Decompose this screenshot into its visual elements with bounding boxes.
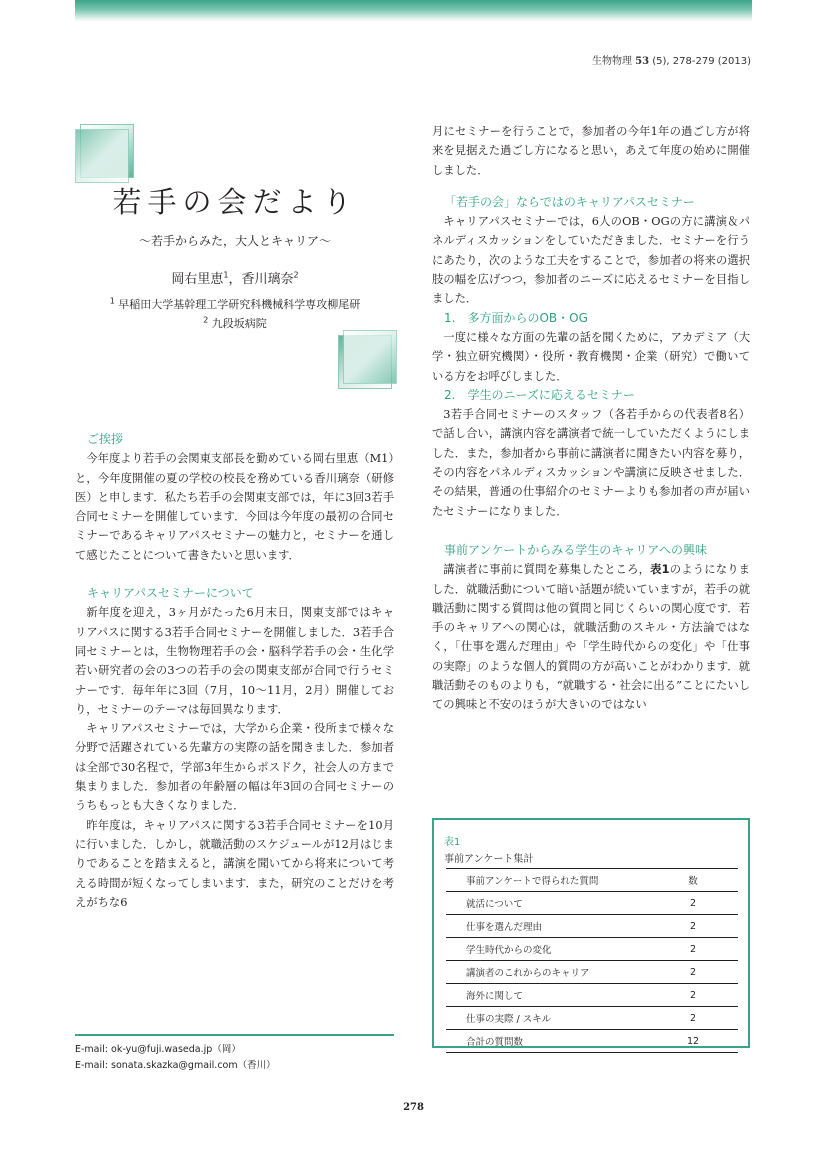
section-heading: 「若手の会」ならではのキャリアパスセミナー bbox=[444, 194, 695, 209]
table-row: 仕事の実際 / スキル 2 bbox=[446, 1007, 738, 1030]
table-label: 表1 bbox=[444, 837, 461, 848]
paragraph: 月にセミナーを行うことで，参加者の今年1年の過ごし方が将来を見据えた過ごし方になると思い，あえて年度の始めに開催しました． bbox=[432, 125, 750, 177]
section-heading: 事前アンケートからみる学生のキャリアへの興味 bbox=[444, 542, 708, 557]
journal-citation: 生物物理 53 (5), 278-279 (2013) bbox=[591, 56, 751, 67]
table-caption: 事前アンケート集計 bbox=[444, 854, 534, 865]
email-line: E-mail: ok-yu@fuji.waseda.jp（岡） bbox=[75, 1044, 241, 1055]
table-row: 仕事を選んだ理由 2 bbox=[446, 915, 738, 938]
table-row-total: 合計の質問数 12 bbox=[446, 1030, 738, 1053]
email-line: E-mail: sonata.skazka@gmail.com（香川） bbox=[75, 1060, 276, 1071]
survey-table bbox=[446, 868, 738, 1053]
subsection-heading: 2. 学生のニーズに応えるセミナー bbox=[444, 387, 635, 402]
table-row: 海外に関して 2 bbox=[446, 984, 738, 1007]
right-column bbox=[432, 122, 750, 715]
subsection-heading: 1. 多方面からのOB・OG bbox=[444, 310, 588, 325]
left-column bbox=[75, 430, 394, 912]
column-header: 数 bbox=[648, 869, 738, 892]
affiliation: $^2$ 九段坂病院 bbox=[203, 315, 267, 330]
article-subtitle: ～若手からみた，大人とキャリア～ bbox=[138, 234, 331, 248]
author-name: 香川璃奈 bbox=[241, 272, 294, 287]
table-box bbox=[432, 818, 750, 1048]
table-row: 学生時代からの変化 2 bbox=[446, 938, 738, 961]
paragraph: 昨年度は，キャリアパスに関する3若手合同セミナーを10月に行いました．しかし，就職活動のスケジュールが12月はじまりであることを踏まえると，講演を聞いてから将来について考える時間が短くなってしまいます．また，研究のことだけを考えがちな6 bbox=[75, 818, 394, 909]
decorative-squares-bottom bbox=[338, 330, 398, 390]
author-list: 岡右里恵$^1$，香川璃奈$^2$ bbox=[171, 270, 299, 287]
footnote-divider bbox=[75, 1034, 394, 1036]
author-name: 岡右里恵 bbox=[171, 272, 224, 287]
affiliation: $^1$ 早稲田大学基幹理工学研究科機械科学専攻柳尾研 bbox=[109, 296, 361, 311]
paragraph: 一度に様々な方面の先輩の話を聞くために，アカデミア（大学・独立研究機関）・役所・教育機関・企業（研究）で働いている方をお呼びしました． bbox=[432, 330, 750, 383]
article-title: 若手の会だより bbox=[112, 185, 358, 219]
page-number: 278 bbox=[403, 1102, 424, 1113]
section-heading: ご挨拶 bbox=[87, 432, 124, 446]
decorative-squares-top bbox=[75, 124, 135, 184]
top-gradient-bar bbox=[75, 0, 752, 22]
column-header: 事前アンケートで得られた質問 bbox=[446, 869, 648, 892]
section-heading: キャリアパスセミナーについて bbox=[87, 586, 254, 601]
table-row: 就活について 2 bbox=[446, 892, 738, 915]
paragraph: 新年度を迎え，3ヶ月がたった6月末日，関東支部ではキャリアパスに関する3若手合同セミナーを開催しました．3若手合同セミナーとは，生物物理若手の会・脳科学若手の会・生化学若い研究者の会の3つの若手の会の関東支部が合同で行うセミナーです．毎年年に3回（7月，10～11月，2月）開催しており，セミナーのテーマは毎回異なります． bbox=[75, 606, 394, 716]
paragraph: キャリアパスセミナーでは，大学から企業・役所まで様々な分野で活躍されている先輩方の実際の話を聞きました．参加者は全部で30名程で，学部3年生からポスドク，社会人の方まで集まりました．参加者の年齢層の幅は年3回の合同セミナーのうちもっとも大きくなりました． bbox=[75, 722, 394, 813]
paragraph: キャリアパスセミナーでは，6人のOB・OGの方に講演＆パネルディスカッションをしていただきました．セミナーを行うにあたり，次のような工夫をすることで，参加者の将来の選択肢の幅を広げつつ，参加者のニーズに応えるセミナーを目指しました． bbox=[432, 215, 750, 306]
paragraph: 講演者に事前に質問を募集したところ，表1のようになりました．就職活動について暗い話題が続いていますが，若手の就職活動に関する質問は他の質問と同じくらいの関心度です．若手のキャリアへの関心は，就職活動のスキル・方法論ではなく，「仕事を選んだ理由」や「学生時代からの変化」や「仕事の実際」のような個人的質問の方が高いことがわかります．就職活動そのものよりも，“就職する・社会に出る”ことにたいしての興味と不安のほうが大きいのではない bbox=[432, 563, 750, 712]
table-row: 講演者のこれからのキャリア 2 bbox=[446, 961, 738, 984]
table-header-row bbox=[446, 869, 738, 892]
paragraph: 3若手合同セミナーのスタッフ（各若手からの代表者8名）で話し合い，講演内容を講演者で統一していただくようにしました．また，参加者から事前に講演者に聞きたい内容を募り，その内容をパネルディスカッションや講演に反映させました．その結果，普通の仕事紹介のセミナーよりも参加者の声が届いたセミナーになりました． bbox=[432, 408, 750, 518]
paragraph: 今年度より若手の会関東支部長を勤めている岡右里恵（M1）と，今年度開催の夏の学校の校長を務めている香川璃奈（研修医）と申します．私たち若手の会関東支部では，年に3回3若手合同セミナーを開催しています．今回は今年度の最初の合同セミナーであるキャリアパスセミナーの魅力と，セミナーを通して感じたことについて書きたいと思います． bbox=[75, 452, 394, 562]
table-reference: 表1 bbox=[650, 563, 670, 577]
